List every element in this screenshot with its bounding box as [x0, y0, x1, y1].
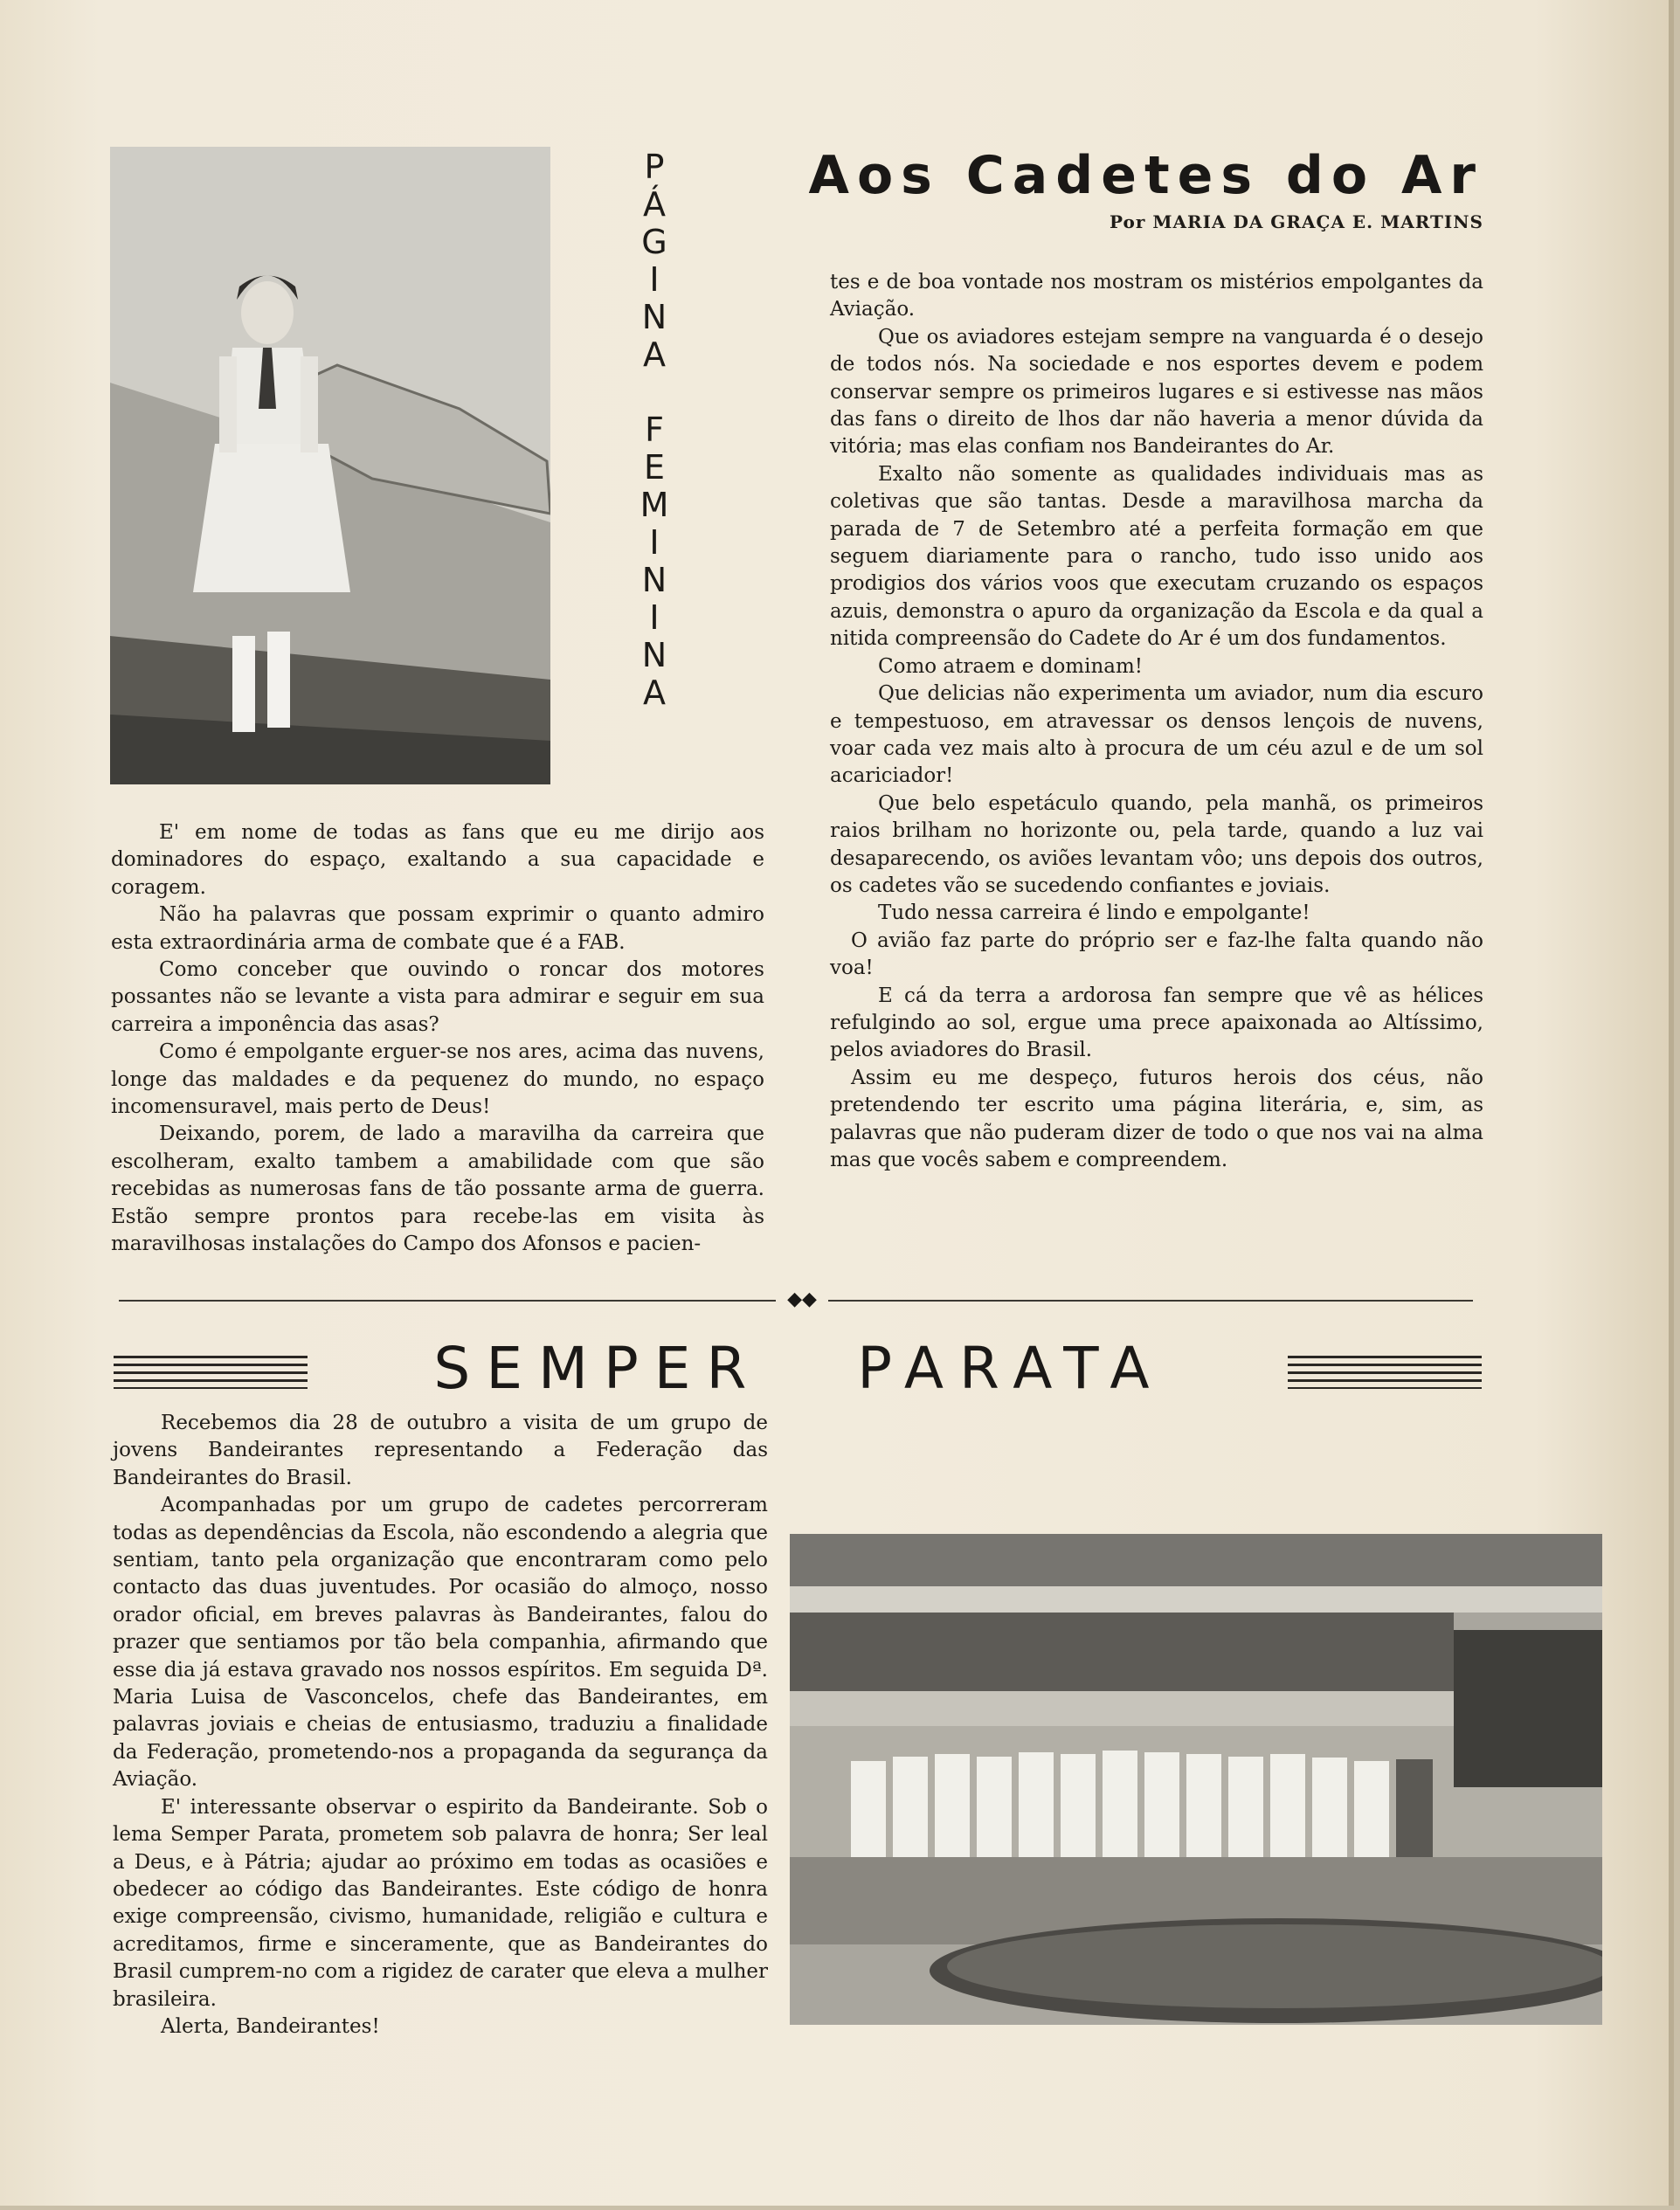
- paragraph: Como atraem e dominam!: [878, 654, 1144, 678]
- section-title-semper-parata: SEMPER PARATA: [433, 1335, 1165, 1402]
- paragraph: Que os aviadores estejam sempre na vanguarda é o desejo de todos nós. Na sociedade e nos esportes devem e podem conservar sempre os primeiros lugares e si estivesse nas mãos das fans o direito de lhos dar não haveria a menor dúvida da vitória; mas elas confiam nos Bandeirantes do Ar.: [830, 325, 1483, 459]
- article1-right-column: [830, 269, 1483, 1174]
- photo-girl-on-airplane: [110, 147, 550, 784]
- paragraph: E cá da terra a ardorosa fan sempre que vê as hélices refulgindo ao sol, ergue uma prece apaixonada ao Altíssimo, pelos aviadores do Brasil.: [830, 984, 1483, 1062]
- paragraph: Recebemos dia 28 de outubro a visita de um grupo de jovens Bandeirantes representando a Federação das Bandeirantes do Brasil.: [113, 1412, 768, 1489]
- photo-group-bandeirantes: [790, 1534, 1602, 2025]
- paragraph: Como é empolgante erguer-se nos ares, acima das nuvens, longe das maldades e da pequenez do mundo, no espaço incomensuravel, mais perto de Deus!: [111, 1040, 764, 1119]
- vertical-letter: A: [643, 335, 666, 374]
- vertical-letter: I: [649, 260, 660, 299]
- article1-left-column: [111, 819, 764, 1259]
- heading-lines-left: [114, 1356, 308, 1389]
- paragraph: Deixando, porem, de lado a maravilha da carreira que escolheram, exalto tambem a amabilidade com que são recebidas as numerosas fans de tão possante arma de guerra. Estão sempre prontos para recebe-las em visita às maravilhosas instalações do Campo dos Afonsos e pacien-: [111, 1122, 764, 1256]
- paragraph: Alerta, Bandeirantes!: [161, 2014, 380, 2038]
- article2-text-column: [113, 1410, 768, 2041]
- vertical-letter: P: [644, 148, 665, 186]
- vertical-letter: A: [643, 673, 666, 712]
- vertical-letter: N: [641, 298, 667, 336]
- divider-ornament: ◆◆: [776, 1288, 828, 1312]
- vertical-letter: N: [641, 636, 667, 674]
- paragraph: O avião faz parte do próprio ser e faz-lhe falta quando não voa!: [830, 929, 1483, 980]
- vertical-letter: Á: [643, 185, 666, 224]
- photo-group-bandeirantes-illustration: [790, 1534, 1602, 2025]
- paragraph: Que delicias não experimenta um aviador, num dia escuro e tempestuoso, em atravessar os densos lençois de nuvens, voar cada vez mais alto à procura de um céu azul e de um sol acariciador!: [830, 682, 1483, 788]
- vertical-letter: N: [641, 561, 667, 599]
- paragraph: Tudo nessa carreira é lindo e empolgante!: [878, 901, 1310, 925]
- article-title: Aos Cadetes do Ar: [808, 145, 1483, 206]
- vertical-letter: [627, 374, 681, 411]
- vertical-heading-pagina-feminina: [627, 148, 681, 712]
- heading-lines-right: [1288, 1356, 1482, 1389]
- vertical-letter: I: [649, 598, 660, 637]
- photo-girl-on-airplane-illustration: [110, 147, 550, 784]
- paragraph: Assim eu me despeço, futuros herois dos céus, não pretendendo ter escrito uma página literária, e, sim, as palavras que não puderam dizer de todo o que nos vai na alma mas que vocês sabem e compreendem.: [830, 1066, 1483, 1171]
- vertical-letter: G: [641, 223, 667, 261]
- vertical-letter: E: [643, 448, 665, 487]
- vertical-letter: I: [649, 523, 660, 562]
- paragraph: Exalto não somente as qualidades individuais mas as coletivas que são tantas. Desde a maravilhosa marcha da parada de 7 de Setembro até a perfeita formação em que seguem diariamente para o rancho, tudo isso unido aos prodigios dos vários voos que executam cruzando os espaços azuis, demonstra o apuro da organização da Escola e da qual a nitida compreensão do Cadete do Ar é um dos fundamentos.: [830, 462, 1483, 651]
- paragraph: Não ha palavras que possam exprimir o quanto admiro esta extraordinária arma de combate que é a FAB.: [111, 903, 764, 954]
- paragraph: E' em nome de todas as fans que eu me dirijo aos dominadores do espaço, exaltando a sua capacidade e coragem.: [111, 821, 764, 899]
- paragraph: Acompanhadas por um grupo de cadetes percorreram todas as dependências da Escola, não escondendo a alegria que sentiam, tanto pela organização que encontraram como pelo contacto das duas juventudes. Por ocasião do almoço, nosso orador oficial, em breves palavras às Bandeirantes, falou do prazer que sentiamos por tão bela companhia, afirmando que esse dia já estava gravado nos nossos espíritos. Em seguida Dª. Maria Luisa de Vasconcelos, chefe das Bandeirantes, em palavras joviais e cheias de entusiasmo, traduziu a finalidade da Federação, prometendo-nos a propaganda da segurança da Aviação.: [113, 1494, 768, 1792]
- paragraph: Que belo espetáculo quando, pela manhã, os primeiros raios brilham no horizonte ou, pela tarde, quando a luz vai desaparecendo, os aviões levantam vôo; uns depois dos outros, os cadetes vão se sucedendo confiantes e joviais.: [830, 791, 1483, 897]
- article-byline: Por MARIA DA GRAÇA E. MARTINS: [1110, 211, 1483, 232]
- paragraph: tes e de boa vontade nos mostram os mistérios empolgantes da Aviação.: [830, 271, 1483, 321]
- vertical-letter: M: [640, 486, 669, 524]
- vertical-letter: F: [645, 411, 664, 449]
- paragraph: Como conceber que ouvindo o roncar dos motores possantes não se levante a vista para admirar e seguir em sua carreira a imponência das asas?: [111, 958, 764, 1036]
- paragraph: E' interessante observar o espirito da Bandeirante. Sob o lema Semper Parata, prometem sob palavra de honra; Ser leal a Deus, e à Pátria; ajudar ao próximo em todas as ocasiões e obedecer ao código das Bandeirantes. Este código de honra exige compreensão, civismo, humanidade, religião e cultura e acreditamos, firme e sinceramente, que as Bandeirantes do Brasil cumprem-no com a rigidez de carater que eleva a mulher brasileira.: [113, 1795, 768, 2011]
